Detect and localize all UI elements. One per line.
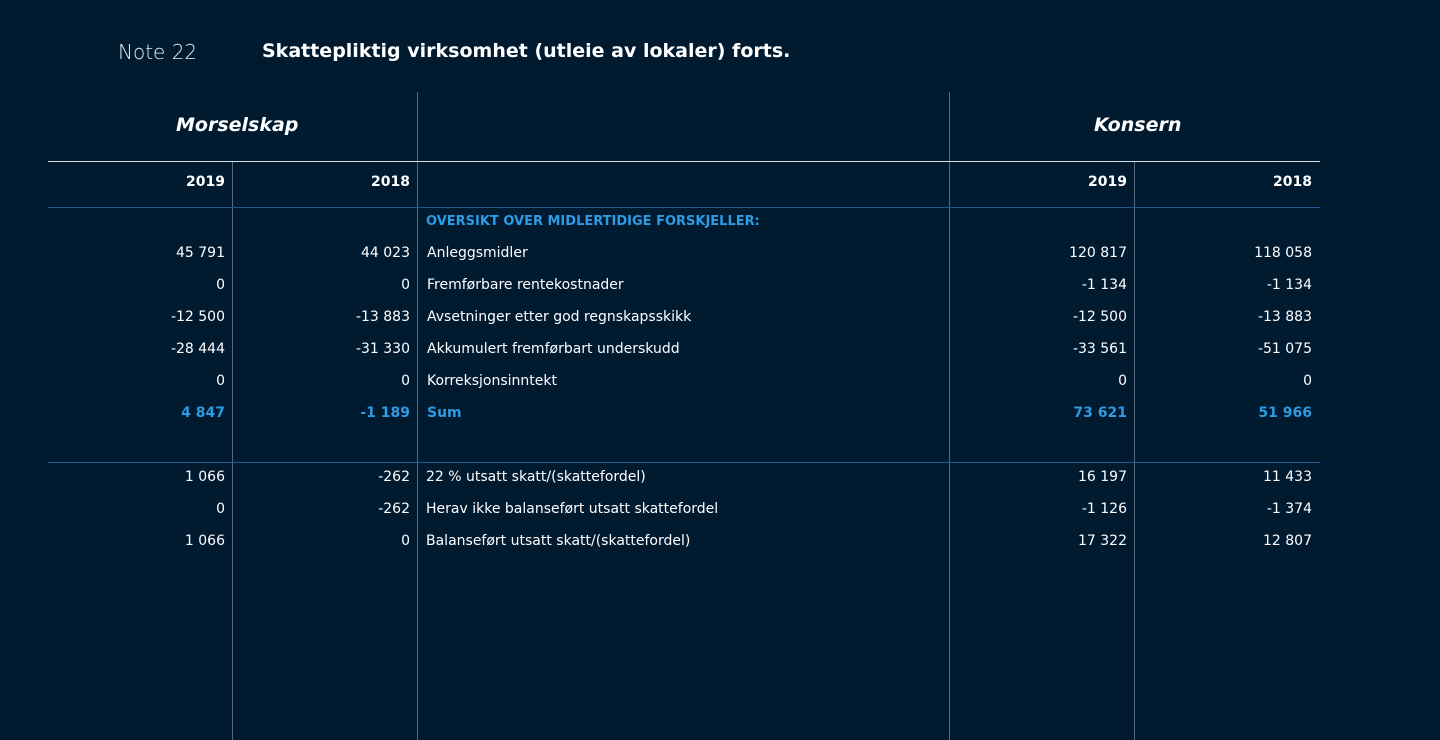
row-label: Korreksjonsinntekt [427,373,557,389]
row-label: 22 % utsatt skatt/(skattefordel) [426,469,646,485]
row-label: Anleggsmidler [427,245,528,261]
cell-kon-2018: -1 374 [1266,501,1312,517]
row-label: Balanseført utsatt skatt/(skattefordel) [426,533,691,549]
cell-mor-2019: 1 066 [184,469,225,485]
cell-kon-2019: -12 500 [1072,309,1127,325]
cell-kon-2019: -1 126 [1081,501,1127,517]
cell-kon-2018: -13 883 [1257,309,1312,325]
sum-mor-2018: -1 189 [360,405,410,421]
cell-mor-2018: -31 330 [355,341,410,357]
cell-mor-2019: -12 500 [170,309,225,325]
group-heading-konsern: Konsern [1094,114,1182,136]
cell-kon-2019: -33 561 [1072,341,1127,357]
column-divider [1134,162,1135,740]
cell-kon-2018: 12 807 [1263,533,1312,549]
row-label: Avsetninger etter god regnskapsskikk [427,309,692,325]
year-rule [48,207,1320,208]
sum-kon-2018: 51 966 [1258,405,1312,421]
cell-mor-2019: -28 444 [170,341,225,357]
section-rule [48,462,1320,463]
cell-kon-2018: 11 433 [1263,469,1312,485]
row-label: Fremførbare rentekostnader [427,277,624,293]
cell-mor-2019: 45 791 [176,245,225,261]
cell-kon-2019: 0 [1118,373,1127,389]
cell-mor-2018: 44 023 [361,245,410,261]
row-label: Akkumulert fremførbart underskudd [427,341,680,357]
column-divider [232,162,233,740]
note-number: Note 22 [118,40,198,64]
column-divider [417,92,418,740]
cell-kon-2019: 16 197 [1078,469,1127,485]
cell-mor-2018: -13 883 [355,309,410,325]
cell-mor-2019: 0 [216,373,225,389]
group-heading-morselskap: Morselskap [176,114,299,136]
cell-kon-2018: 118 058 [1254,245,1312,261]
cell-mor-2018: 0 [401,533,410,549]
cell-mor-2018: -262 [378,469,410,485]
year-header-mor-2019: 2019 [186,174,225,190]
cell-kon-2018: -51 075 [1257,341,1312,357]
cell-kon-2019: -1 134 [1081,277,1127,293]
year-header-kon-2019: 2019 [1088,174,1127,190]
cell-mor-2019: 0 [216,501,225,517]
sum-kon-2019: 73 621 [1073,405,1127,421]
cell-kon-2018: -1 134 [1266,277,1312,293]
year-header-kon-2018: 2018 [1273,174,1312,190]
sum-label: Sum [427,405,462,421]
cell-kon-2018: 0 [1303,373,1312,389]
cell-mor-2019: 1 066 [184,533,225,549]
column-divider [949,92,950,740]
section-heading: OVERSIKT OVER MIDLERTIDIGE FORSKJELLER: [426,214,760,229]
cell-kon-2019: 17 322 [1078,533,1127,549]
header-rule [48,161,1320,162]
page-title: Skattepliktig virksomhet (utleie av lokaler) forts. [262,40,791,62]
row-label: Herav ikke balanseført utsatt skattefordel [426,501,719,517]
year-header-mor-2018: 2018 [371,174,410,190]
cell-mor-2018: -262 [378,501,410,517]
cell-kon-2019: 120 817 [1069,245,1127,261]
cell-mor-2018: 0 [401,373,410,389]
sum-mor-2019: 4 847 [181,405,225,421]
cell-mor-2018: 0 [401,277,410,293]
cell-mor-2019: 0 [216,277,225,293]
